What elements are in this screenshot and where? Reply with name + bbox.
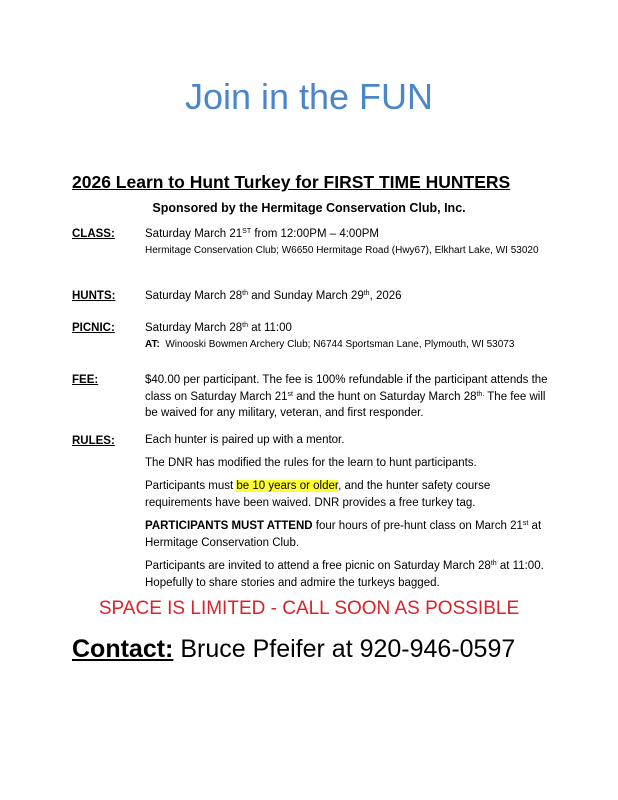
- event-heading: 2026 Learn to Hunt Turkey for FIRST TIME HUNTERS: [72, 172, 511, 192]
- rule-picnic: Participants are invited to attend a free picnic on Saturday March 28th at 11:00.: [145, 560, 544, 572]
- age-highlight: be 10 years or older: [236, 480, 339, 492]
- fee-label: FEE:: [72, 374, 99, 386]
- sponsor-line: Sponsored by the Hermitage Conservation Club, Inc.: [152, 201, 466, 215]
- class-label: CLASS:: [72, 228, 115, 240]
- contact-line: [72, 635, 515, 664]
- space-limited-notice: SPACE IS LIMITED - CALL SOON AS POSSIBLE: [98, 598, 520, 619]
- fee-line-1: $40.00 per participant. The fee is 100% refundable if the participant attends the: [145, 374, 548, 386]
- fee-line-3: be waived for any military, veteran, and first responder.: [145, 407, 424, 419]
- hunts-label: HUNTS:: [72, 290, 116, 302]
- rule-mentor: Each hunter is paired up with a mentor.: [145, 434, 345, 446]
- rule-attend: PARTICIPANTS MUST ATTEND four hours of pre-hunt class on March 21st at: [145, 520, 542, 532]
- contact-info: Bruce Pfeifer at 920-946-0597: [173, 635, 516, 663]
- rule-age: Participants must be 10 years or older, and the hunter safety course: [145, 480, 491, 492]
- rule-dnr: The DNR has modified the rules for the learn to hunt participants.: [145, 457, 477, 469]
- picnic-label: PICNIC:: [72, 322, 115, 334]
- rules-label: RULES:: [72, 435, 115, 447]
- picnic-date: Saturday March 28th at 11:00: [145, 322, 292, 334]
- fee-line-2: class on Saturday March 21st and the hunt on Saturday March $28^{th.}$ The fee will: [145, 391, 546, 403]
- contact-label: Contact:: [72, 635, 174, 663]
- picnic-location: AT: Winooski Bowmen Archery Club; N6744 Sportsman Lane, Plymouth, WI 53073: [145, 339, 515, 350]
- rule-attend-line-2: Hermitage Conservation Club.: [145, 537, 300, 549]
- class-location: Hermitage Conservation Club; W6650 Hermitage Road (Hwy67), Elkhart Lake, WI 53020: [145, 245, 539, 256]
- hunts-dates: Saturday March 28th and Sunday March 29th, 2026: [145, 290, 402, 302]
- page-title: Join in the FUN: [184, 76, 434, 117]
- rule-age-line-2: requirements have been waived. DNR provides a free turkey tag.: [145, 497, 476, 509]
- rule-picnic-line-2: Hopefully to share stories and admire the turkeys bagged.: [145, 577, 440, 589]
- class-date: Saturday March 21ST from 12:00PM – 4:00PM: [145, 228, 379, 240]
